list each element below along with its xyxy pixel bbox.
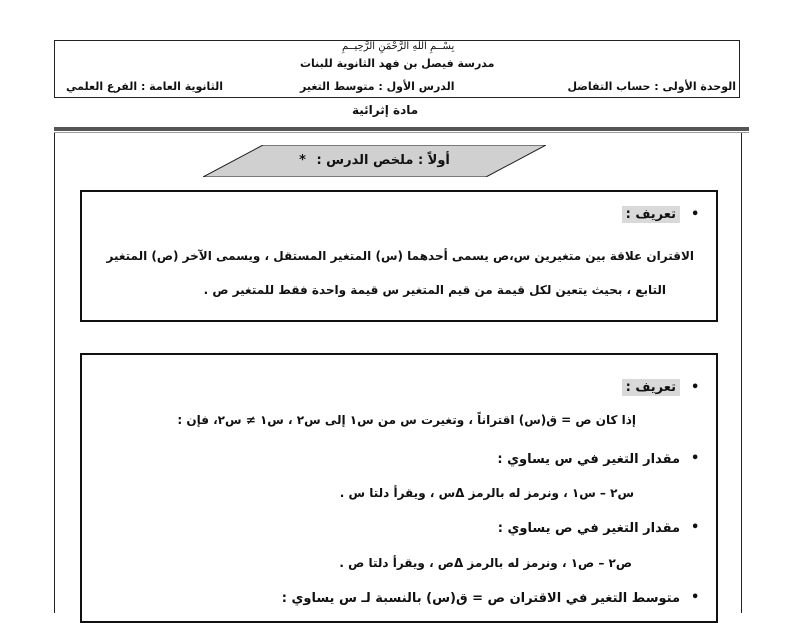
- definition-1-line-2: التابع ، بحيث يتعين لكل قيمة من قيم المتغير س قيمة واحدة فقط للمتغير ص .: [203, 283, 666, 297]
- basmala: بِسْــمِ اللهِ الرَّحْمَنِ الرَّحِيــمِ: [342, 41, 455, 52]
- lesson-title: الدرس الأول : متوسط التغير: [300, 80, 455, 93]
- definition-2-line-1: إذا كان ص = ق(س) اقتراناً ، وتغيرت س من س١ إلى س٢ ، س١ ≠ س٢، فإن :: [177, 413, 636, 427]
- banner-title-text: أولاً : ملخص الدرس :: [316, 153, 450, 168]
- change-in-x-body: س٢ – س١ ، ونرمز له بالرمز Δس ، ويقرأ دلتا س .: [339, 486, 634, 500]
- definition-label-2: تعريف :: [622, 379, 680, 396]
- bullet: •: [691, 590, 700, 605]
- track-title: الثانوية العامة : الفرع العلمي: [66, 80, 224, 93]
- definition-1-line-1: الاقتران علاقة بين متغيرين س،ص يسمى أحدهما (س) المتغير المستقل ، ويسمى الآخر (ص) المتغير: [106, 249, 694, 263]
- header-rule: [54, 127, 749, 131]
- definition-label-1: تعريف :: [622, 206, 680, 223]
- banner-star: *: [299, 153, 306, 168]
- bullet: •: [691, 451, 700, 466]
- bullet: •: [691, 520, 700, 535]
- change-in-y-title: مقدار التغير في ص يساوي :: [497, 521, 680, 536]
- bullet: •: [691, 207, 700, 222]
- change-in-y-body: ص٢ – ص١ ، ونرمز له بالرمز Δص ، ويقرأ دلتا ص .: [339, 556, 632, 570]
- bullet: •: [691, 380, 700, 395]
- average-rate-title: متوسط التغير في الاقتران ص = ق(س) بالنسبة لـ س يساوي :: [281, 591, 680, 606]
- school-name: مدرسة فيصل بن فهد الثانوية للبنات: [300, 57, 495, 70]
- banner-title: [203, 145, 546, 177]
- change-in-x-title: مقدار التغير في س يساوي :: [497, 452, 680, 467]
- material-title: مادة إثرائية: [352, 103, 419, 117]
- unit-title: الوحدة الأولى : حساب التفاضل: [567, 80, 736, 93]
